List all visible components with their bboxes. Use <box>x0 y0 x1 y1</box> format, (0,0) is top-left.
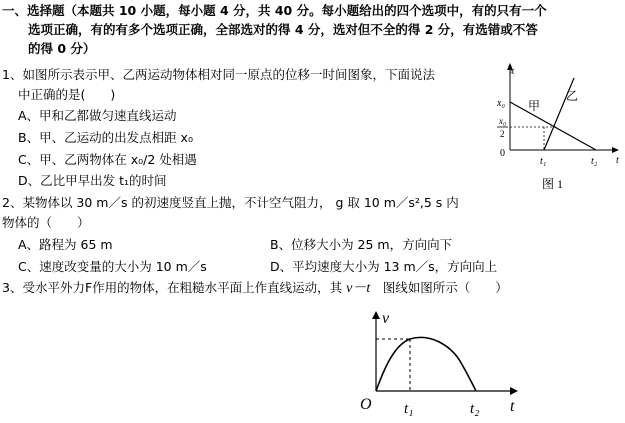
q1-stem-line2: 中正确的是( ) <box>18 87 116 102</box>
q3-stem-part1: 3、受水平外力F作用的物体，在粗糙水平面上作直线运动，其 <box>2 280 347 295</box>
q1-option-d: D、乙比甲早出发 t₁的时间 <box>18 173 167 188</box>
figure2-vt-graph <box>352 305 532 421</box>
q2-stem-line1: 2、某物体以 30 m／s 的初速度竖直上抛，不计空气阻力， g 取 10 m／s²,5 s 内 <box>2 195 459 210</box>
figure1-caption: 图 1 <box>542 177 564 191</box>
figure1-label-t: t <box>616 155 619 166</box>
q3-stem <box>2 280 508 297</box>
q2-stem-line2: 物体的（ ） <box>2 215 90 230</box>
q1-option-b: B、甲、乙运动的出发点相距 x₀ <box>18 130 193 145</box>
q3-vt-label: v－t <box>346 281 371 296</box>
figure2-vt-curve <box>376 337 476 391</box>
figure1-label-frac-num: x₀ <box>499 116 507 126</box>
figure2-label-t: t <box>510 398 515 415</box>
q1-option-a: A、甲和乙都做匀速直线运动 <box>18 108 177 123</box>
figure1-xt-graph <box>488 60 624 195</box>
q2-option-d: D、平均速度大小为 13 m／s，方向向上 <box>270 259 498 274</box>
q1-option-c: C、甲、乙两物体在 x₀/2 处相遇 <box>18 152 197 167</box>
q2-option-b: B、位移大小为 25 m，方向向下 <box>270 237 453 252</box>
figure1-label-jia: 甲 <box>528 99 541 113</box>
figure2-label-v: v <box>382 310 390 327</box>
figure1-t-axis-arrow <box>612 147 619 153</box>
q2-option-c: C、速度改变量的大小为 10 m／s <box>18 259 207 274</box>
q3-stem-part2: 图线如图所示（ ） <box>370 280 508 295</box>
figure2-label-origin: O <box>360 396 372 413</box>
figure2-label-t1: t₁ <box>404 401 414 417</box>
section-header-line2: 选项正确，有的有多个选项正确，全部选对的得 4 分，选对但不全的得 2 分，有选错或不答 <box>28 22 538 37</box>
figure2-label-t2: t₂ <box>470 401 480 417</box>
section-header-line1: 一、选择题（本题共 10 小题，每小题 4 分，共 40 分。每小题给出的四个选项中，有的只有一个 <box>2 3 547 18</box>
figure2-t-axis-arrow <box>510 387 518 395</box>
figure1-label-origin: 0 <box>500 148 505 159</box>
q1-stem-line1: 1、如图所示表示甲、乙两运动物体相对同一原点的位移一时间图象，下面说法 <box>2 67 435 82</box>
figure2-v-axis-arrow <box>372 311 380 319</box>
figure1-label-t1: t₁ <box>540 156 547 167</box>
figure1-label-x0: x₀ <box>497 98 505 109</box>
figure1-line-jia <box>510 102 596 150</box>
q2-option-a: A、路程为 65 m <box>18 237 113 252</box>
figure1-label-yi: 乙 <box>566 89 579 103</box>
section-header-line3: 的得 0 分） <box>28 41 96 56</box>
figure1-label-x: x <box>510 66 515 77</box>
figure1-label-frac-den: 2 <box>500 129 505 139</box>
figure1-label-t2: t₂ <box>591 156 598 167</box>
